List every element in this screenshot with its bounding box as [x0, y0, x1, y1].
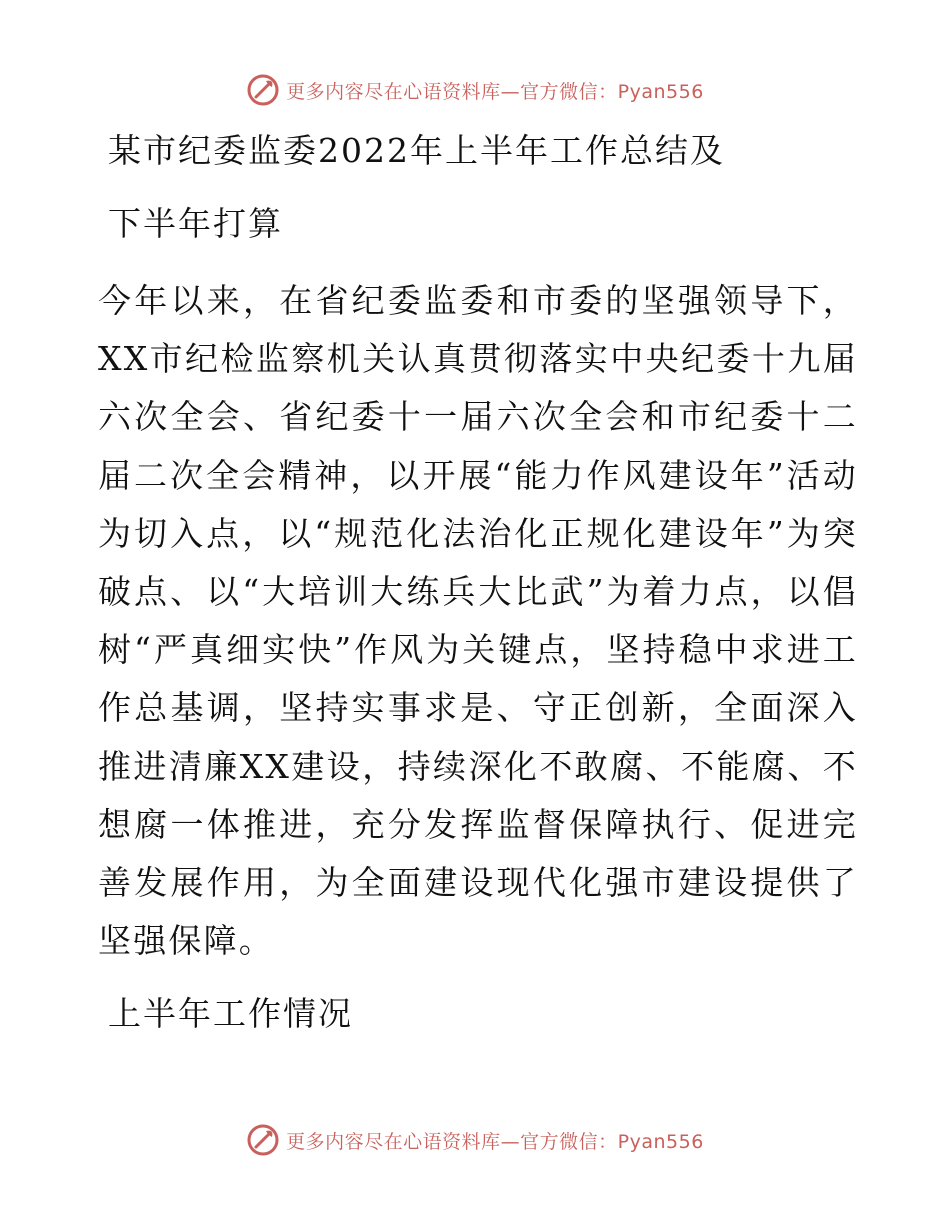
- watermark-text: 更多内容尽在心语资料库—官方微信：Pyan556: [286, 1130, 704, 1153]
- intro-paragraph: 今年以来，在省纪委监委和市委的坚强领导下，XX市纪检监察机关认真贯彻落实中央纪委十九届六次全会、省纪委十一届六次全会和市纪委十二届二次全会精神，以开展“能力作风建设年”活动为切入点，以“规范化法治化正规化建设年”为突破点、以“大培训大练兵大比武”为着力点，以倡树“严真细实快”作风为关键点，坚持稳中求进工作总基调，坚持实事求是、守正创新，全面深入推进清廉XX建设，持续深化不敢腐、不能腐、不想腐一体推进，充分发挥监督保障执行、促进完善发展作用，为全面建设现代化强市建设提供了坚强保障。: [98, 281, 858, 961]
- watermark-footer: [0, 1120, 950, 1160]
- quill-seal-icon: [246, 1123, 280, 1157]
- watermark-text: 更多内容尽在心语资料库—官方微信：Pyan556: [286, 80, 704, 103]
- document-title-line-1: 某市纪委监委2022年上半年工作总结及: [108, 131, 725, 170]
- quill-seal-icon: [246, 73, 280, 107]
- watermark-header: [0, 70, 950, 110]
- section-heading: 上半年工作情况: [108, 994, 353, 1033]
- document-title-line-2: 下半年打算: [108, 204, 283, 243]
